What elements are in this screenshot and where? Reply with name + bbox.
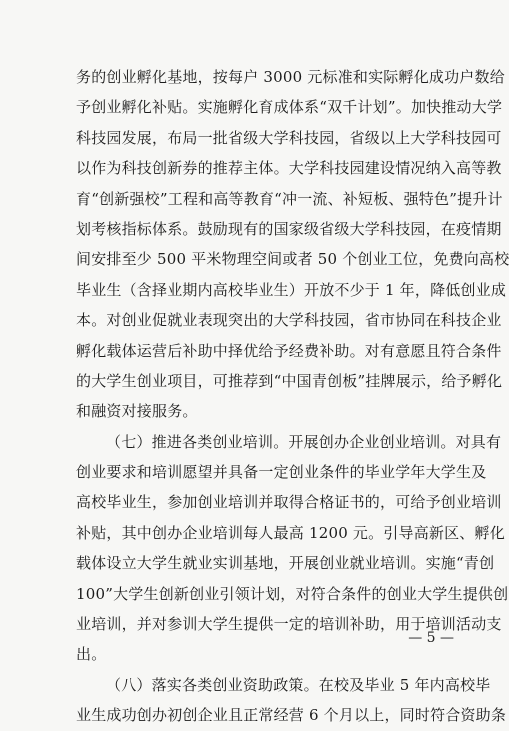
text-line: 100”大学生创新创业引领计划，对符合条件的创业大学生提供创 <box>76 584 509 603</box>
text-line: 务的创业孵化基地，按每户 3000 元标准和实际孵化成功户数给 <box>76 68 505 86</box>
text-line: 补贴，其中创办企业培训每人最高 1200 元。引导高新区、孵化 <box>76 523 505 542</box>
text-line: 业生成功创办初创企业且正常经营 6 个月以上，同时符合资助条 <box>76 706 507 725</box>
paragraph-incubation <box>76 62 509 427</box>
paragraph-section-8-funding <box>76 670 507 731</box>
text-line: 划考核指标体系。鼓励现有的国家级省级大学科技园，在疫情期 <box>76 219 502 238</box>
section-heading-line: （八）落实各类创业资助政策。在校及毕业 5 年内高校毕 <box>106 675 491 694</box>
text-line: 出。 <box>76 645 107 664</box>
text-line: 和融资对接服务。 <box>76 402 198 421</box>
paragraph-section-7-training <box>76 427 509 670</box>
text-line: 毕业生（含择业期内高校毕业生）开放不少于 1 年，降低创业成 <box>76 280 507 299</box>
text-line: 育“创新强校”工程和高等教育“冲一流、补短板、强特色”提升计 <box>76 189 503 208</box>
text-line: 载体设立大学生就业实训基地，开展创业就业培训。实施“青创 <box>76 554 495 573</box>
text-line: 业培训，并对参训大学生提供一定的培训补助，用于培训活动支 <box>76 615 502 634</box>
text-line: 以作为科技创新券的推荐主体。大学科技园建设情况纳入高等教 <box>76 159 502 178</box>
text-line: 的大学生创业项目，可推荐到“中国青创板”挂牌展示，给予孵化 <box>76 371 503 390</box>
text-line: 本。对创业促就业表现突出的大学科技园，省市协同在科技企业 <box>76 311 502 330</box>
text-line: 间安排至少 500 平米物理空间或者 50 个创业工位，免费向高校 <box>76 250 509 269</box>
text-line: 高校毕业生，参加创业培训并取得合格证书的，可给予创业培训 <box>76 493 502 512</box>
text-line: 科技园发展，布局一批省级大学科技园，省级以上大学科技园可 <box>76 128 502 147</box>
section-heading-line: （七）推进各类创业培训。开展创办企业创业培训。对具有 <box>106 432 502 451</box>
page-number: — 5 — <box>408 630 454 646</box>
text-line: 予创业孵化补贴。实施孵化育成体系“双千计划”。加快推动大学 <box>76 98 503 117</box>
text-line: 孵化载体运营后补助中择优给予经费补助。对有意愿且符合条件 <box>76 341 502 360</box>
document-body <box>76 62 509 731</box>
text-line: 创业要求和培训愿望并具备一定创业条件的毕业学年大学生及 <box>76 463 487 482</box>
